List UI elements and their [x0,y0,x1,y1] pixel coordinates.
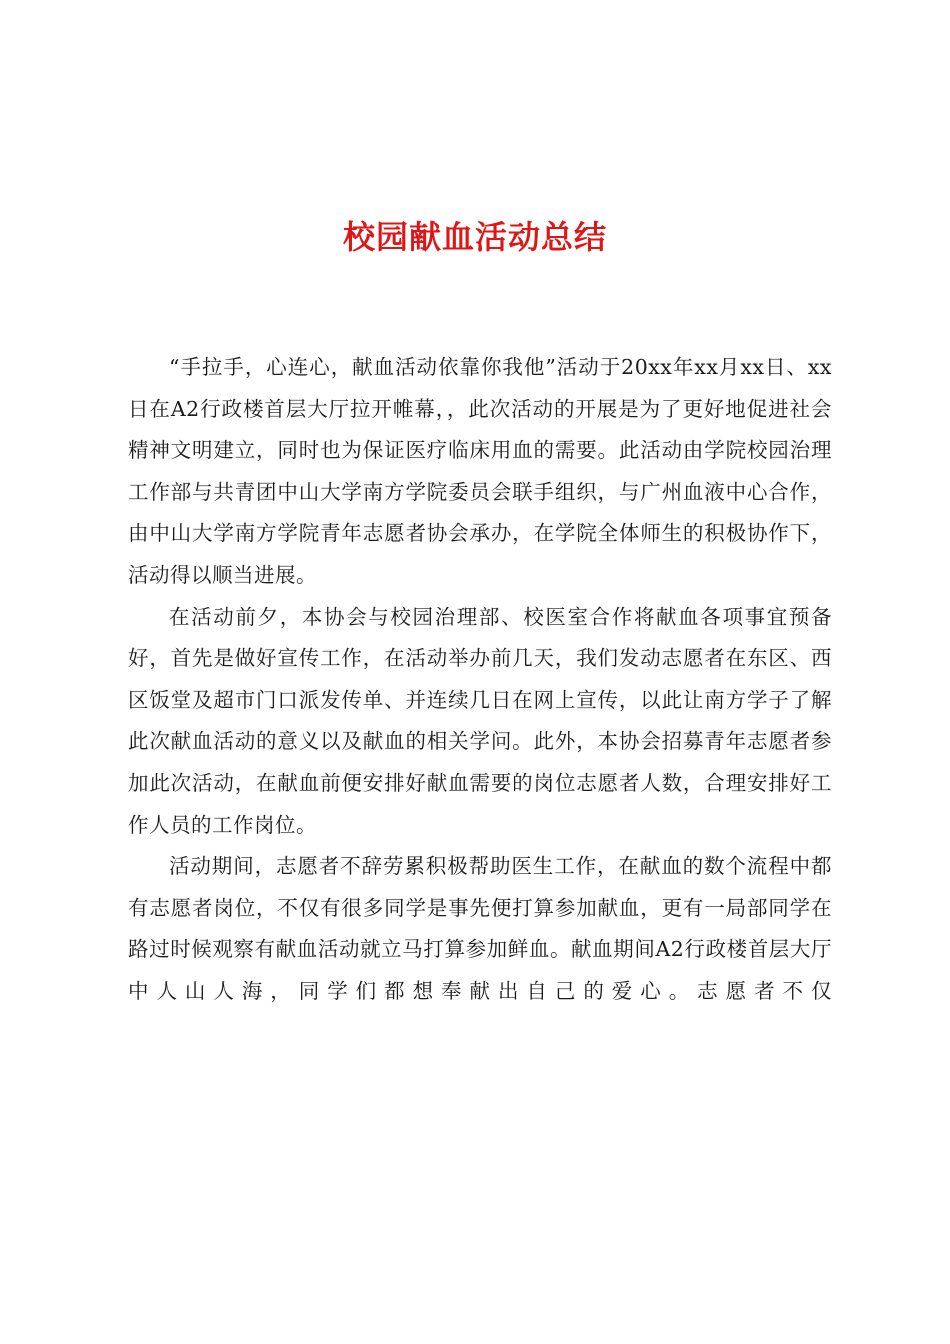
paragraph-1: “手拉手，心连心，献血活动依靠你我他”活动于20xx年xx月xx日、xx日在A2行政楼首层大厅拉开帷幕，，此次活动的开展是为了更好地促进社会精神文明建立，同时也为保证医疗临床用血的需要。此活动由学院校园治理工作部与共青团中山大学南方学院委员会联手组织，与广州血液中心合作，由中山大学南方学院青年志愿者协会承办，在学院全体师生的积极协作下，活动得以顺当进展。 [128,355,832,587]
document-body [128,347,832,1013]
paragraph-3: 活动期间，志愿者不辞劳累积极帮助医生工作，在献血的数个流程中都有志愿者岗位，不仅有很多同学是事先便打算参加献血，更有一局部同学在路过时候观察有献血活动就立马打算参加鲜血。献血期间A2行政楼首层大厅中人山人海，同学们都想奉献出自己的爱心。志愿者不仅 [128,854,832,1003]
paragraph-2: 在活动前夕，本协会与校园治理部、校医室合作将献血各项事宜预备好，首先是做好宣传工作，在活动举办前几天，我们发动志愿者在东区、西区饭堂及超市门口派发传单、并连续几日在网上宣传，以此让南方学子了解此次献血活动的意义以及献血的相关学问。此外，本协会招募青年志愿者参加此次活动，在献血前便安排好献血需要的岗位志愿者人数，合理安排好工作人员的工作岗位。 [128,604,832,837]
document-title: 校园献血活动总结 [342,218,607,256]
